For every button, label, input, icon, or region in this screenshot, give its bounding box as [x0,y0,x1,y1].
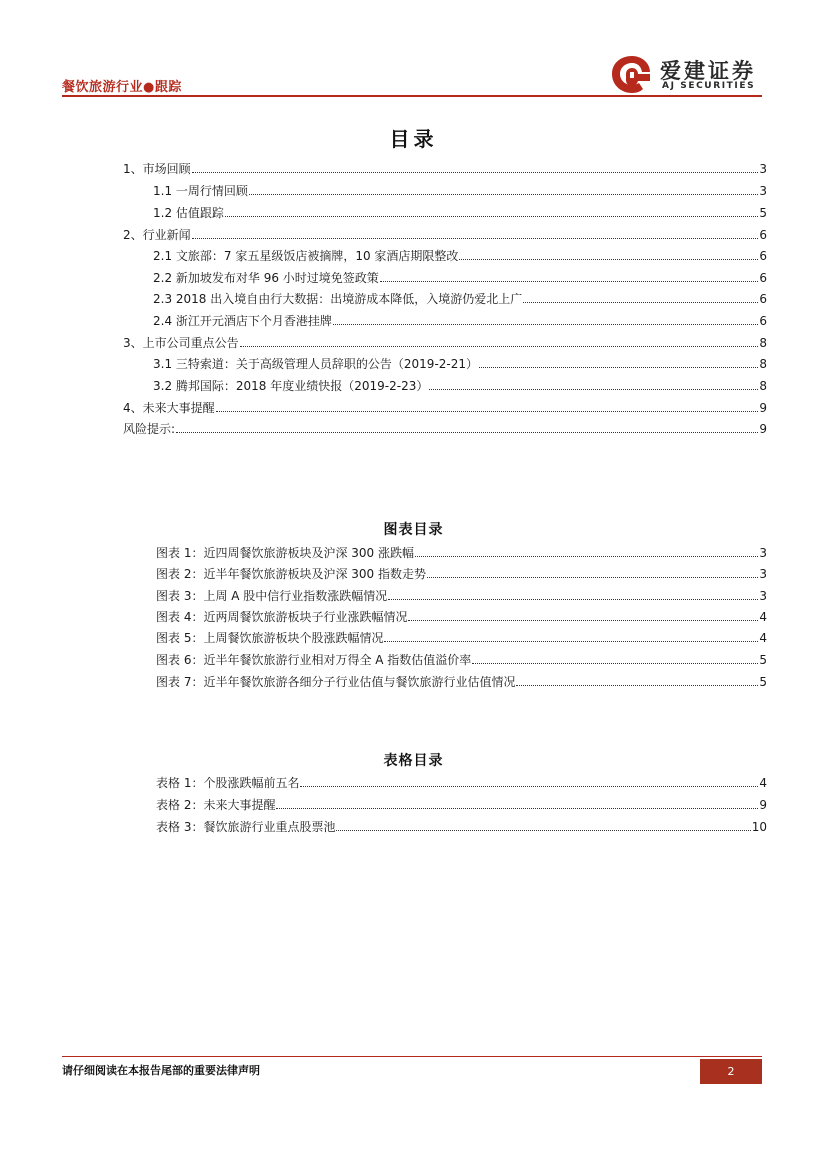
legal-disclaimer-note: 请仔细阅读在本报告尾部的重要法律声明 [62,1064,260,1077]
entry-title: 风险提示: [123,422,176,436]
dot-leader [336,819,750,831]
tables-entry[interactable] [156,797,767,813]
entry-title: 2.3 2018 出入境自由行大数据：出境游成本降低，入境游仍爱北上广 [153,292,523,306]
dot-leader [249,183,758,195]
entry-page-number: 6 [759,292,767,306]
entry-page-number: 3 [759,162,767,176]
footer-divider [62,1056,762,1057]
entry-title: 图表 4：近两周餐饮旅游板块子行业涨跌幅情况 [156,610,408,624]
entry-page-number: 4 [759,610,767,624]
entry-page-number: 3 [759,546,767,560]
entry-page-number: 8 [759,357,767,371]
report-category-title: 餐饮旅游行业●跟踪 [62,80,182,95]
dot-leader [192,227,759,239]
dot-leader [523,291,758,303]
entry-page-number: 9 [759,798,767,812]
entry-page-number: 5 [759,675,767,689]
entry-page-number: 6 [759,314,767,328]
dot-leader [516,674,758,686]
entry-title: 3.1 三特索道：关于高级管理人员辞职的公告（2019-2-21） [153,357,479,371]
toc-entry[interactable] [153,248,767,264]
entry-title: 2.1 文旅部：7 家五星级饭店被摘牌，10 家酒店期限整改 [153,249,459,263]
dot-leader [276,797,758,809]
dot-leader [472,652,758,664]
toc-entry[interactable] [123,400,767,416]
entry-title: 3.2 腾邦国际：2018 年度业绩快报（2019-2-23） [153,379,429,393]
figures-entry[interactable] [156,545,767,561]
entry-title: 2.4 浙江开元酒店下个月香港挂牌 [153,314,332,328]
figures-entry[interactable] [156,630,767,646]
logo-chinese-name: 爱建证券 [660,58,756,83]
toc-entry[interactable] [153,356,767,372]
toc-entry[interactable] [123,335,767,351]
dot-leader [300,775,758,787]
entry-title: 2.2 新加坡发布对华 96 小时过境免签政策 [153,271,379,285]
entry-page-number: 9 [759,422,767,436]
dot-leader [459,248,758,260]
dot-leader [240,335,759,347]
figures-entry[interactable] [156,588,767,604]
entry-page-number: 9 [759,401,767,415]
figures-toc-title: 图表目录 [383,522,444,538]
entry-title: 3、上市公司重点公告 [123,336,239,350]
toc-entry[interactable] [123,161,767,177]
logo-english-name: AJ SECURITIES [662,81,756,91]
entry-page-number: 3 [759,589,767,603]
tables-toc-title: 表格目录 [383,753,444,769]
page-number: 2 [700,1059,762,1084]
entry-page-number: 8 [759,379,767,393]
tables-entry[interactable] [156,819,767,835]
entry-title: 图表 2：近半年餐饮旅游板块及沪深 300 指数走势 [156,567,426,581]
entry-title: 1.1 一周行情回顾 [153,184,248,198]
figures-entry[interactable] [156,652,767,668]
tables-entry[interactable] [156,775,767,791]
company-logo [608,52,778,96]
dot-leader [225,205,758,217]
dot-leader [479,356,758,368]
dot-leader [216,400,759,412]
dot-leader [429,378,758,390]
dot-leader [333,313,758,325]
toc-entry[interactable] [153,378,767,394]
toc-entry[interactable] [153,205,767,221]
toc-entry[interactable] [123,421,767,437]
entry-title: 4、未来大事提醒 [123,401,215,415]
entry-page-number: 4 [759,631,767,645]
entry-title: 图表 7：近半年餐饮旅游各细分子行业估值与餐饮旅游行业估值情况 [156,675,516,689]
dot-leader [415,545,758,557]
dot-leader [384,630,758,642]
entry-title: 1.2 估值跟踪 [153,206,224,220]
entry-page-number: 3 [759,184,767,198]
entry-page-number: 8 [759,336,767,350]
dot-leader [380,270,759,282]
dot-leader [192,161,759,173]
toc-entry[interactable] [153,183,767,199]
entry-title: 表格 3：餐饮旅游行业重点股票池 [156,820,336,834]
entry-page-number: 6 [759,249,767,263]
entry-page-number: 6 [759,228,767,242]
dot-leader [427,566,758,578]
entry-page-number: 4 [759,776,767,790]
entry-page-number: 6 [759,271,767,285]
toc-entry[interactable] [153,270,767,286]
entry-title: 表格 2：未来大事提醒 [156,798,276,812]
figures-entry[interactable] [156,609,767,625]
entry-page-number: 5 [759,206,767,220]
toc-entry[interactable] [153,313,767,329]
entry-title: 1、市场回顾 [123,162,191,176]
toc-entry[interactable] [153,291,767,307]
toc-title: 目录 [389,127,438,151]
entry-page-number: 10 [751,820,767,834]
entry-page-number: 5 [759,653,767,667]
dot-leader [176,421,758,433]
dot-leader [388,588,758,600]
entry-title: 图表 3：上周 A 股中信行业指数涨跌幅情况 [156,589,388,603]
entry-title: 图表 6：近半年餐饮旅游行业相对万得全 A 指数估值溢价率 [156,653,472,667]
figures-entry[interactable] [156,674,767,690]
entry-title: 表格 1：个股涨跌幅前五名 [156,776,300,790]
aj-logo-icon [608,54,654,94]
figures-entry[interactable] [156,566,767,582]
entry-title: 图表 1：近四周餐饮旅游板块及沪深 300 涨跌幅 [156,546,414,560]
entry-page-number: 3 [759,567,767,581]
entry-title: 2、行业新闻 [123,228,191,242]
entry-title: 图表 5：上周餐饮旅游板块个股涨跌幅情况 [156,631,384,645]
dot-leader [408,609,758,621]
toc-entry[interactable] [123,227,767,243]
